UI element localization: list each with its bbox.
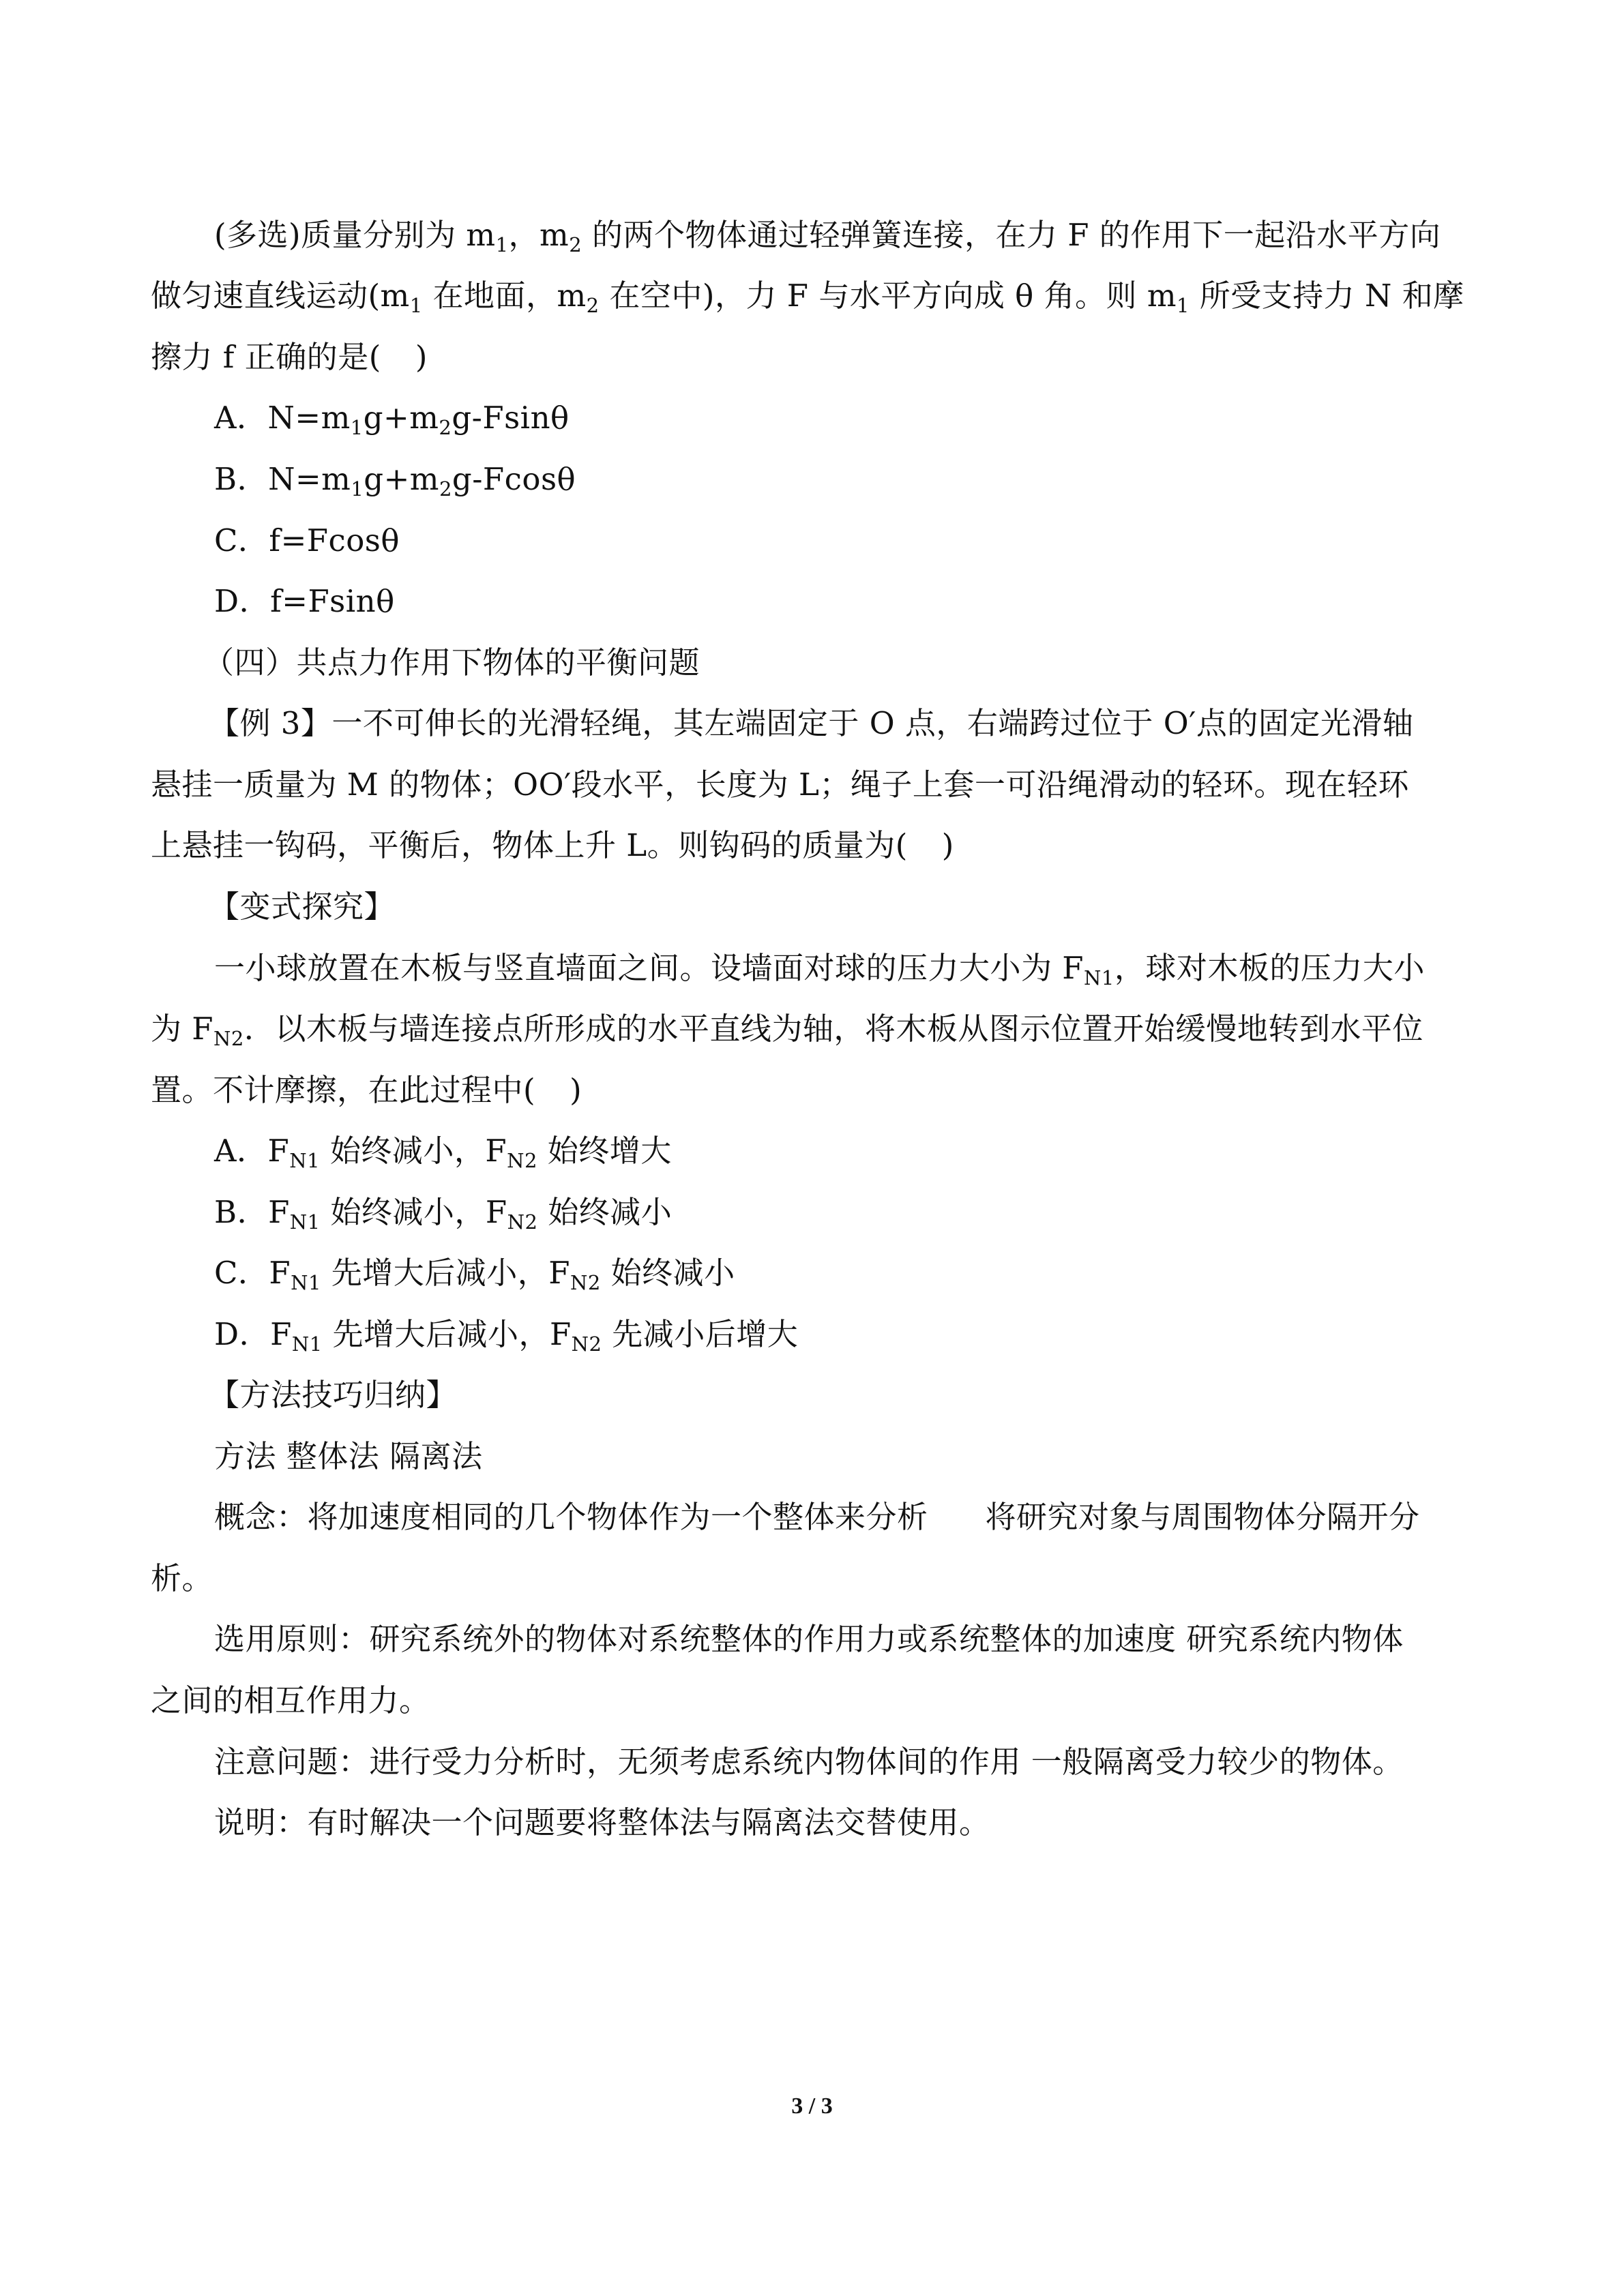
summary-methods: 方法 整体法 隔离法 — [214, 1438, 483, 1474]
summary-attention: 注意问题：进行受力分析时，无须考虑系统内物体间的作用 一般隔离受力较少的物体。 — [214, 1744, 1404, 1780]
summary-note: 说明：有时解决一个问题要将整体法与隔离法交替使用。 — [214, 1804, 990, 1840]
question1-line1: (多选)质量分别为 $m_1$，$m_2$ 的两个物体通过轻弹簧连接，在力 F 的作用下一起沿水平方向 — [214, 217, 1441, 256]
question1-line3: 擦力 f 正确的是( ) — [151, 339, 428, 375]
question1-option-b: B．$N=m_1g+m_2g$-Fcosθ — [214, 461, 576, 501]
question1-line2: 做匀速直线运动($m_1$ 在地面，$m_2$ 在空中)，力 F 与水平方向成 θ 角。则 $m_1$ 所受支持力 N 和摩 — [151, 278, 1464, 317]
variant-option-a: A．$F_{N1}$ 始终减小，$F_{N2}$ 始终增大 — [214, 1133, 672, 1172]
page-number: 3 / 3 — [791, 2093, 833, 2119]
summary-concept-line2: 析。 — [151, 1560, 213, 1596]
summary-heading: 【方法技巧归纳】 — [209, 1377, 458, 1413]
variant-option-c: C．$F_{N1}$ 先增大后减小，$F_{N2}$ 始终减小 — [214, 1255, 735, 1294]
variant-option-b: B．$F_{N1}$ 始终减小，$F_{N2}$ 始终减小 — [214, 1194, 673, 1234]
question1-option-a: A．$N=m_1g+m_2g$-Fsinθ — [214, 400, 570, 439]
example3-line3: 上悬挂一钩码，平衡后，物体上升 L。则钩码的质量为( ) — [151, 827, 954, 863]
variant-line2: 为 $F_{N2}$．以木板与墙连接点所形成的水平直线为轴，将木板从图示位置开始缓慢地转到水平位 — [151, 1011, 1423, 1050]
variant-heading: 【变式探究】 — [209, 889, 396, 925]
summary-principle-line2: 之间的相互作用力。 — [151, 1682, 430, 1718]
example3-line1: 【例 3】一不可伸长的光滑轻绳，其左端固定于 O 点，右端跨过位于 O′点的固定光滑轴 — [209, 705, 1414, 741]
summary-principle-line1: 选用原则：研究系统外的物体对系统整体的作用力或系统整体的加速度 研究系统内物体 — [214, 1621, 1404, 1657]
variant-option-d: D．$F_{N1}$ 先增大后减小，$F_{N2}$ 先减小后增大 — [214, 1316, 799, 1356]
example3-line2: 悬挂一质量为 M 的物体；OO′段水平，长度为 L；绳子上套一可沿绳滑动的轻环。现在轻环 — [151, 766, 1409, 803]
summary-concept-line1: 概念：将加速度相同的几个物体作为一个整体来分析 将研究对象与周围物体分隔开分 — [214, 1499, 1420, 1535]
variant-line1: 一小球放置在木板与竖直墙面之间。设墙面对球的压力大小为 $F_{N1}$，球对木板的压力大小 — [214, 950, 1425, 989]
question1-option-d: D．f=Fsinθ — [214, 583, 395, 619]
variant-line3: 置。不计摩擦，在此过程中( ) — [151, 1072, 582, 1108]
section4-title: （四）共点力作用下物体的平衡问题 — [203, 644, 700, 681]
question1-option-c: C．f=Fcosθ — [214, 522, 400, 558]
